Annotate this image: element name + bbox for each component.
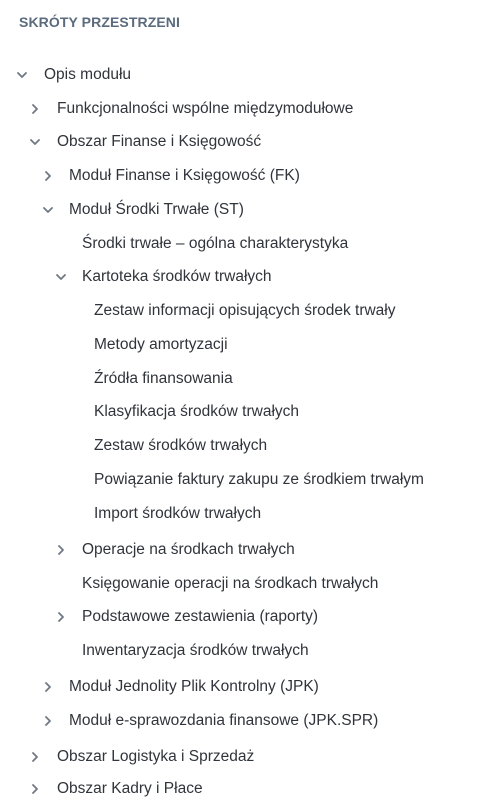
tree-item-label[interactable]: Moduł e-sprawozdania finansowe (JPK.SPR) — [69, 712, 379, 729]
tree-item-label[interactable]: Środki trwałe – ogólna charakterystyka — [82, 235, 349, 252]
chevron-right-icon[interactable] — [42, 675, 56, 699]
tree-item-label[interactable]: Metody amortyzacji — [94, 336, 228, 353]
chevron-down-icon[interactable] — [16, 63, 30, 87]
tree-item-label[interactable]: Moduł Środki Trwałe (ST) — [69, 201, 244, 218]
tree-item-label[interactable]: Klasyfikacja środków trwałych — [94, 403, 300, 420]
section-title: SKRÓTY PRZESTRZENI — [19, 14, 181, 30]
chevron-down-icon[interactable] — [55, 265, 69, 289]
chevron-down-icon[interactable] — [42, 198, 56, 222]
tree-item-label[interactable]: Kartoteka środków trwałych — [82, 268, 272, 285]
tree-item-label[interactable]: Zestaw informacji opisujących środek trwały — [94, 302, 396, 319]
tree-item-label[interactable]: Import środków trwałych — [94, 505, 262, 522]
tree-item-label[interactable]: Obszar Kadry i Płace — [57, 780, 203, 797]
tree-item-label[interactable]: Obszar Finanse i Księgowość — [57, 133, 262, 150]
tree-item-label[interactable]: Operacje na środkach trwałych — [82, 541, 295, 558]
chevron-down-icon[interactable] — [29, 130, 43, 154]
tree-item-label[interactable]: Podstawowe zestawienia (raporty) — [82, 608, 319, 625]
chevron-right-icon[interactable] — [29, 777, 43, 801]
tree-item-label[interactable]: Moduł Finanse i Księgowość (FK) — [69, 167, 300, 184]
tree-item-label[interactable]: Inwentaryzacja środków trwałych — [82, 642, 309, 659]
tree-item-label[interactable]: Obszar Logistyka i Sprzedaż — [57, 748, 255, 765]
tree-item-label[interactable]: Powiązanie faktury zakupu ze środkiem trwałym — [94, 471, 424, 488]
tree-item-label[interactable]: Księgowanie operacji na środkach trwałych — [82, 575, 379, 592]
chevron-right-icon[interactable] — [55, 605, 69, 629]
tree-item-label[interactable]: Moduł Jednolity Plik Kontrolny (JPK) — [69, 678, 319, 695]
chevron-right-icon[interactable] — [42, 709, 56, 733]
chevron-right-icon[interactable] — [29, 97, 43, 121]
chevron-right-icon[interactable] — [29, 745, 43, 769]
tree-item-label[interactable]: Funkcjonalności wspólne międzymodułowe — [57, 100, 354, 117]
tree-item-label[interactable]: Opis modułu — [44, 66, 132, 83]
tree-item-label[interactable]: Zestaw środków trwałych — [94, 437, 268, 454]
chevron-right-icon[interactable] — [55, 538, 69, 562]
chevron-right-icon[interactable] — [42, 164, 56, 188]
tree-item-label[interactable]: Źródła finansowania — [94, 370, 233, 387]
